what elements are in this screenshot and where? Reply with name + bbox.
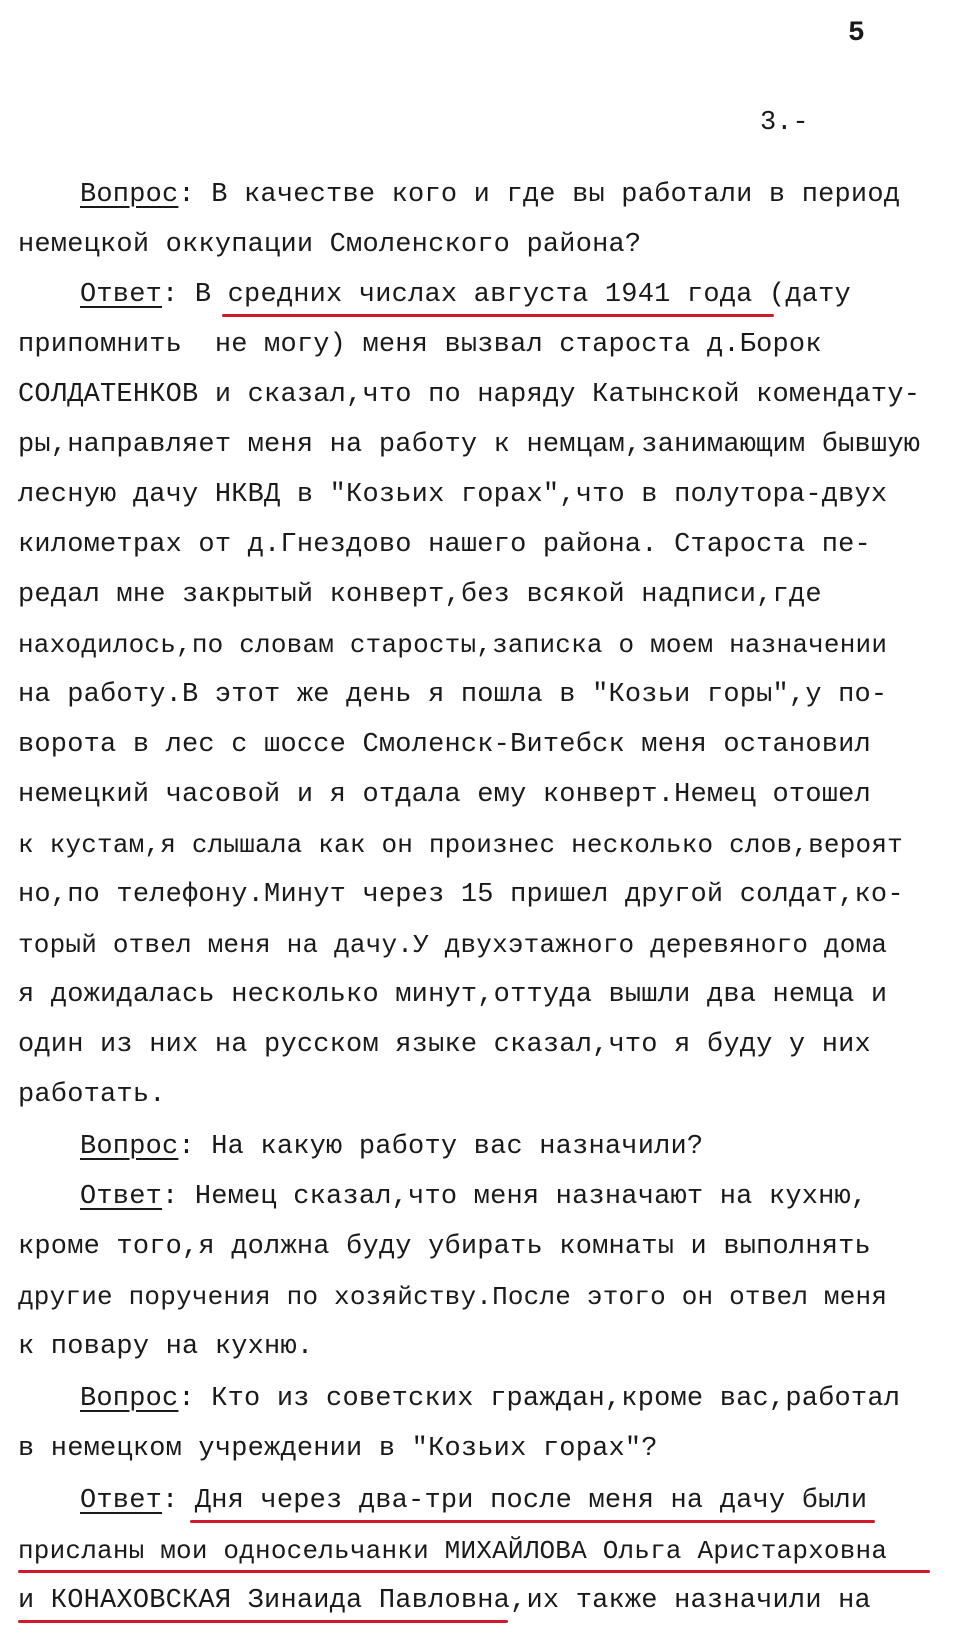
red-underline [190, 1520, 875, 1523]
text-line: кроме того,я должна буду убирать комнаты и выполнять [18, 1232, 871, 1262]
page-number: 5 [848, 18, 865, 49]
text-line: присланы мои односельчанки МИХАЙЛОВА Ольга Аристарховна [18, 1536, 888, 1566]
answer-label: Ответ [80, 1182, 163, 1212]
text-line: один из них на русском языке сказал,что я буду у них [18, 1030, 871, 1060]
text-line: ры,направляет меня на работу к немцам,занимающим бывшую [18, 430, 921, 460]
text-line: к повару на кухню. [18, 1332, 314, 1362]
text-line: и КОНАХОВСКАЯ Зинаида Павловна,их также назначили на [18, 1586, 871, 1616]
text-line: Вопрос: Кто из советских граждан,кроме вас,работал [80, 1384, 901, 1414]
text-line: немецкой оккупации Смоленского района? [18, 230, 642, 260]
red-underline [222, 314, 774, 317]
text-line: лесную дачу НКВД в "Козьих горах",что в полутора-двух [18, 480, 888, 510]
answer-label: Ответ [80, 1486, 163, 1516]
text-line: на работу.В этот же день я пошла в "Козьи горы",у по- [18, 680, 888, 710]
question-label: Вопрос [80, 1384, 179, 1414]
text-line: Ответ: В средних числах августа 1941 года (дату [80, 280, 851, 310]
text-line: припомнить не могу) меня вызвал староста д.Борок [18, 330, 822, 360]
question-label: Вопрос [80, 180, 179, 210]
text-line: Ответ: Немец сказал,что меня назначают на кухню, [80, 1182, 868, 1212]
text-line: торый отвел меня на дачу.У двухэтажного деревяного дома [18, 930, 888, 960]
text-line: немецкий часовой и я отдала ему конверт.Немец отошел [18, 780, 871, 810]
text-line: километрах от д.Гнездово нашего района. Староста пе- [18, 530, 871, 560]
section-number: 3.- [760, 108, 809, 138]
text-line: в немецком учреждении в "Козьих горах"? [18, 1434, 658, 1464]
question-label: Вопрос [80, 1132, 179, 1162]
answer-label: Ответ [80, 280, 163, 310]
text-line: редал мне закрытый конверт,без всякой надписи,где [18, 580, 822, 610]
text-line: Вопрос: На какую работу вас назначили? [80, 1132, 704, 1162]
text-line: Ответ: Дня через два-три после меня на дачу были [80, 1486, 868, 1516]
text-line: СОЛДАТЕНКОВ и сказал,что по наряду Катынской комендату- [18, 380, 921, 410]
text-line: работать. [18, 1080, 166, 1110]
text-line: ворота в лес с шоссе Смоленск-Витебск меня остановил [18, 730, 871, 760]
highlighted-phrase: средних числах августа 1941 года [227, 280, 753, 310]
red-underline [18, 1570, 930, 1573]
text-line: Вопрос: В качестве кого и где вы работали в период [80, 180, 901, 210]
red-underline [18, 1620, 508, 1623]
text-line: но,по телефону.Минут через 15 пришел другой солдат,ко- [18, 880, 904, 910]
text-line: я дожидалась несколько минут,оттуда вышли два немца и [18, 980, 888, 1010]
text-line: другие поручения по хозяйству.После этого он отвел меня [18, 1282, 888, 1312]
text-line: к кустам,я слышала как он произнес несколько слов,вероят [18, 830, 903, 860]
text-line: находилось,по словам старосты,записка о моем назначении [18, 630, 888, 660]
